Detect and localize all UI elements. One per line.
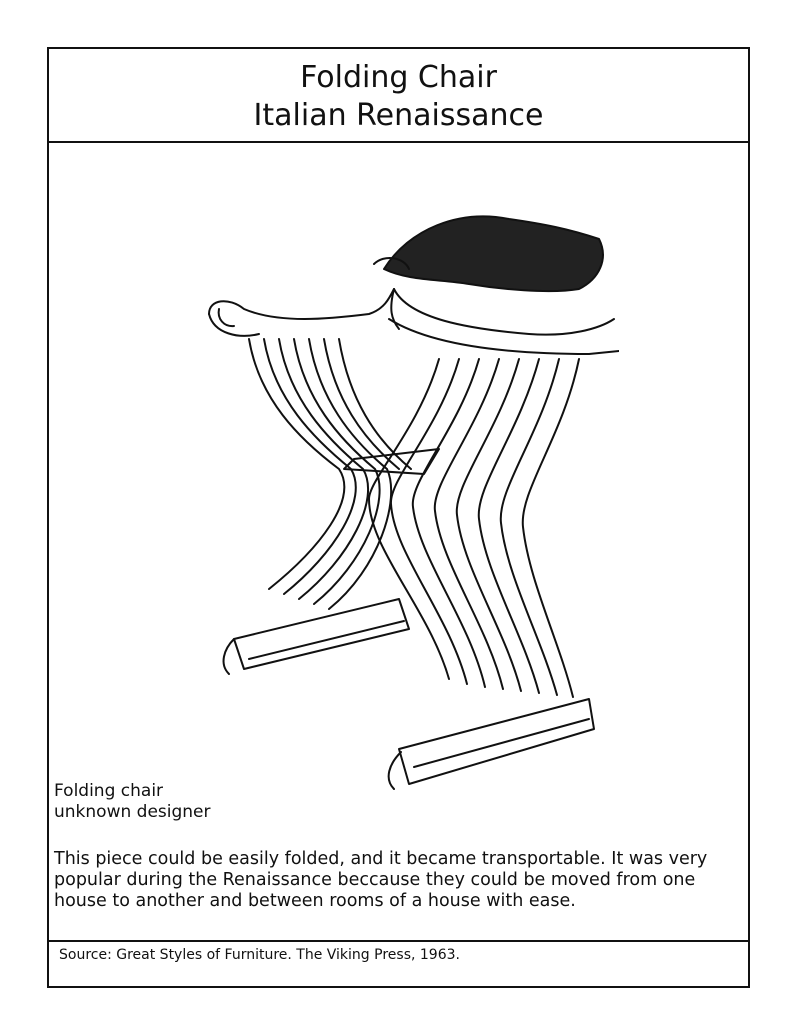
title-box [49, 49, 748, 143]
caption-title: Folding chair [54, 781, 164, 801]
source-citation: Source: Great Styles of Furniture. The Viking Press, 1963. [59, 947, 460, 963]
page-title: Folding Chair [300, 60, 497, 95]
page-subtitle: Italian Renaissance [253, 98, 544, 133]
folding-chair-illustration [169, 169, 619, 819]
caption [54, 781, 211, 823]
info-card [47, 47, 750, 988]
description-text: This piece could be easily folded, and it became transportable. It was very popular during the Renaissance beccause they could be moved from one house to another and between rooms of a house with ease. [54, 849, 708, 911]
source-box [49, 940, 748, 986]
caption-designer: unknown designer [54, 802, 211, 822]
